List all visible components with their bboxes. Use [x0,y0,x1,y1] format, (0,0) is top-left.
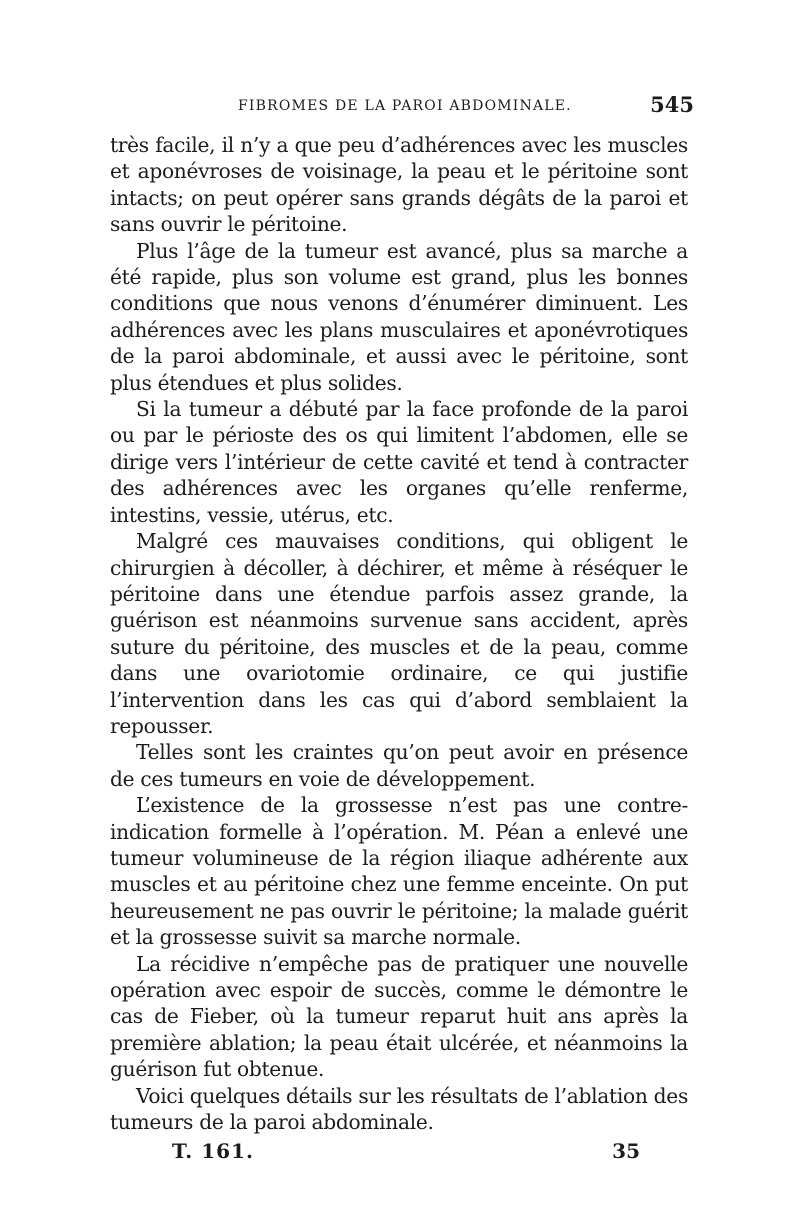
paragraph: Telles sont les craintes qu’on peut avoir en présence de ces tumeurs en voie de développement. [110,740,688,791]
paragraph: Voici quelques détails sur les résultats de l’ablation des tumeurs de la paroi abdominale. [110,1083,688,1135]
paragraph: Plus l’âge de la tumeur est avancé, plus sa marche a été rapide, plus son volume est grand, plus les bonnes conditions que nous venons d’énumérer diminuent. Les adhérences avec les plans musculaires et aponévrotiques de la paroi abdominale, et aussi avec le péritoine, sont plus étendues et plus solides. [110,238,688,395]
paragraph: L’existence de la grossesse n’est pas une contre-indication formelle à l’opération. M. Péan a enlevé une tumeur volumineuse de la région iliaque adhérente aux muscles et au péritoine chez une femme enceinte. On put heureusement ne pas ouvrir le péritoine; la malade guérit et la grossesse suivit sa marche normale. [110,793,688,950]
running-title: FIBROMES DE LA PAROI ABDOMINALE. [238,98,572,114]
paragraph: Si la tumeur a débuté par la face profonde de la paroi ou par le périoste des os qui limitent l’abdomen, elle se dirige vers l’intérieur de cette cavité et tend à contracter des adhérences avec les organes qu’elle renferme, intestins, vessie, utérus, etc. [110,397,688,527]
paragraph: La récidive n’empêche pas de pratiquer une nouvelle opération avec espoir de succès, comme le démontre le cas de Fieber, où la tumeur reparut huit ans après la première ablation; la peau était ulcérée, et néanmoins la guérison fut obtenue. [110,951,688,1082]
paragraph: Malgré ces mauvaises conditions, qui obligent le chirurgien à décoller, à déchirer, et même à réséquer le péritoine dans une étendue parfois assez grande, la guérison est néanmoins survenue sans accident, après suture du péritoine, des muscles et de la peau, comme dans une ovariotomie ordinaire, ce qui justifie l’intervention dans les cas qui d’abord semblaient la repousser. [110,529,688,738]
page-header [110,92,694,132]
page-footer [110,1139,688,1175]
paragraph: très facile, il n’y a que peu d’adhérences avec les muscles et aponévroses de voisinage, la peau et le péritoine sont intacts; on peut opérer sans grands dégâts de la paroi et sans ouvrir le péritoine. [110,133,688,237]
book-page [110,92,694,1175]
page-number: 545 [650,92,694,117]
sheet-number: 35 [612,1139,640,1164]
body-text [110,132,688,1135]
signature-mark: T. 161. [172,1139,254,1164]
